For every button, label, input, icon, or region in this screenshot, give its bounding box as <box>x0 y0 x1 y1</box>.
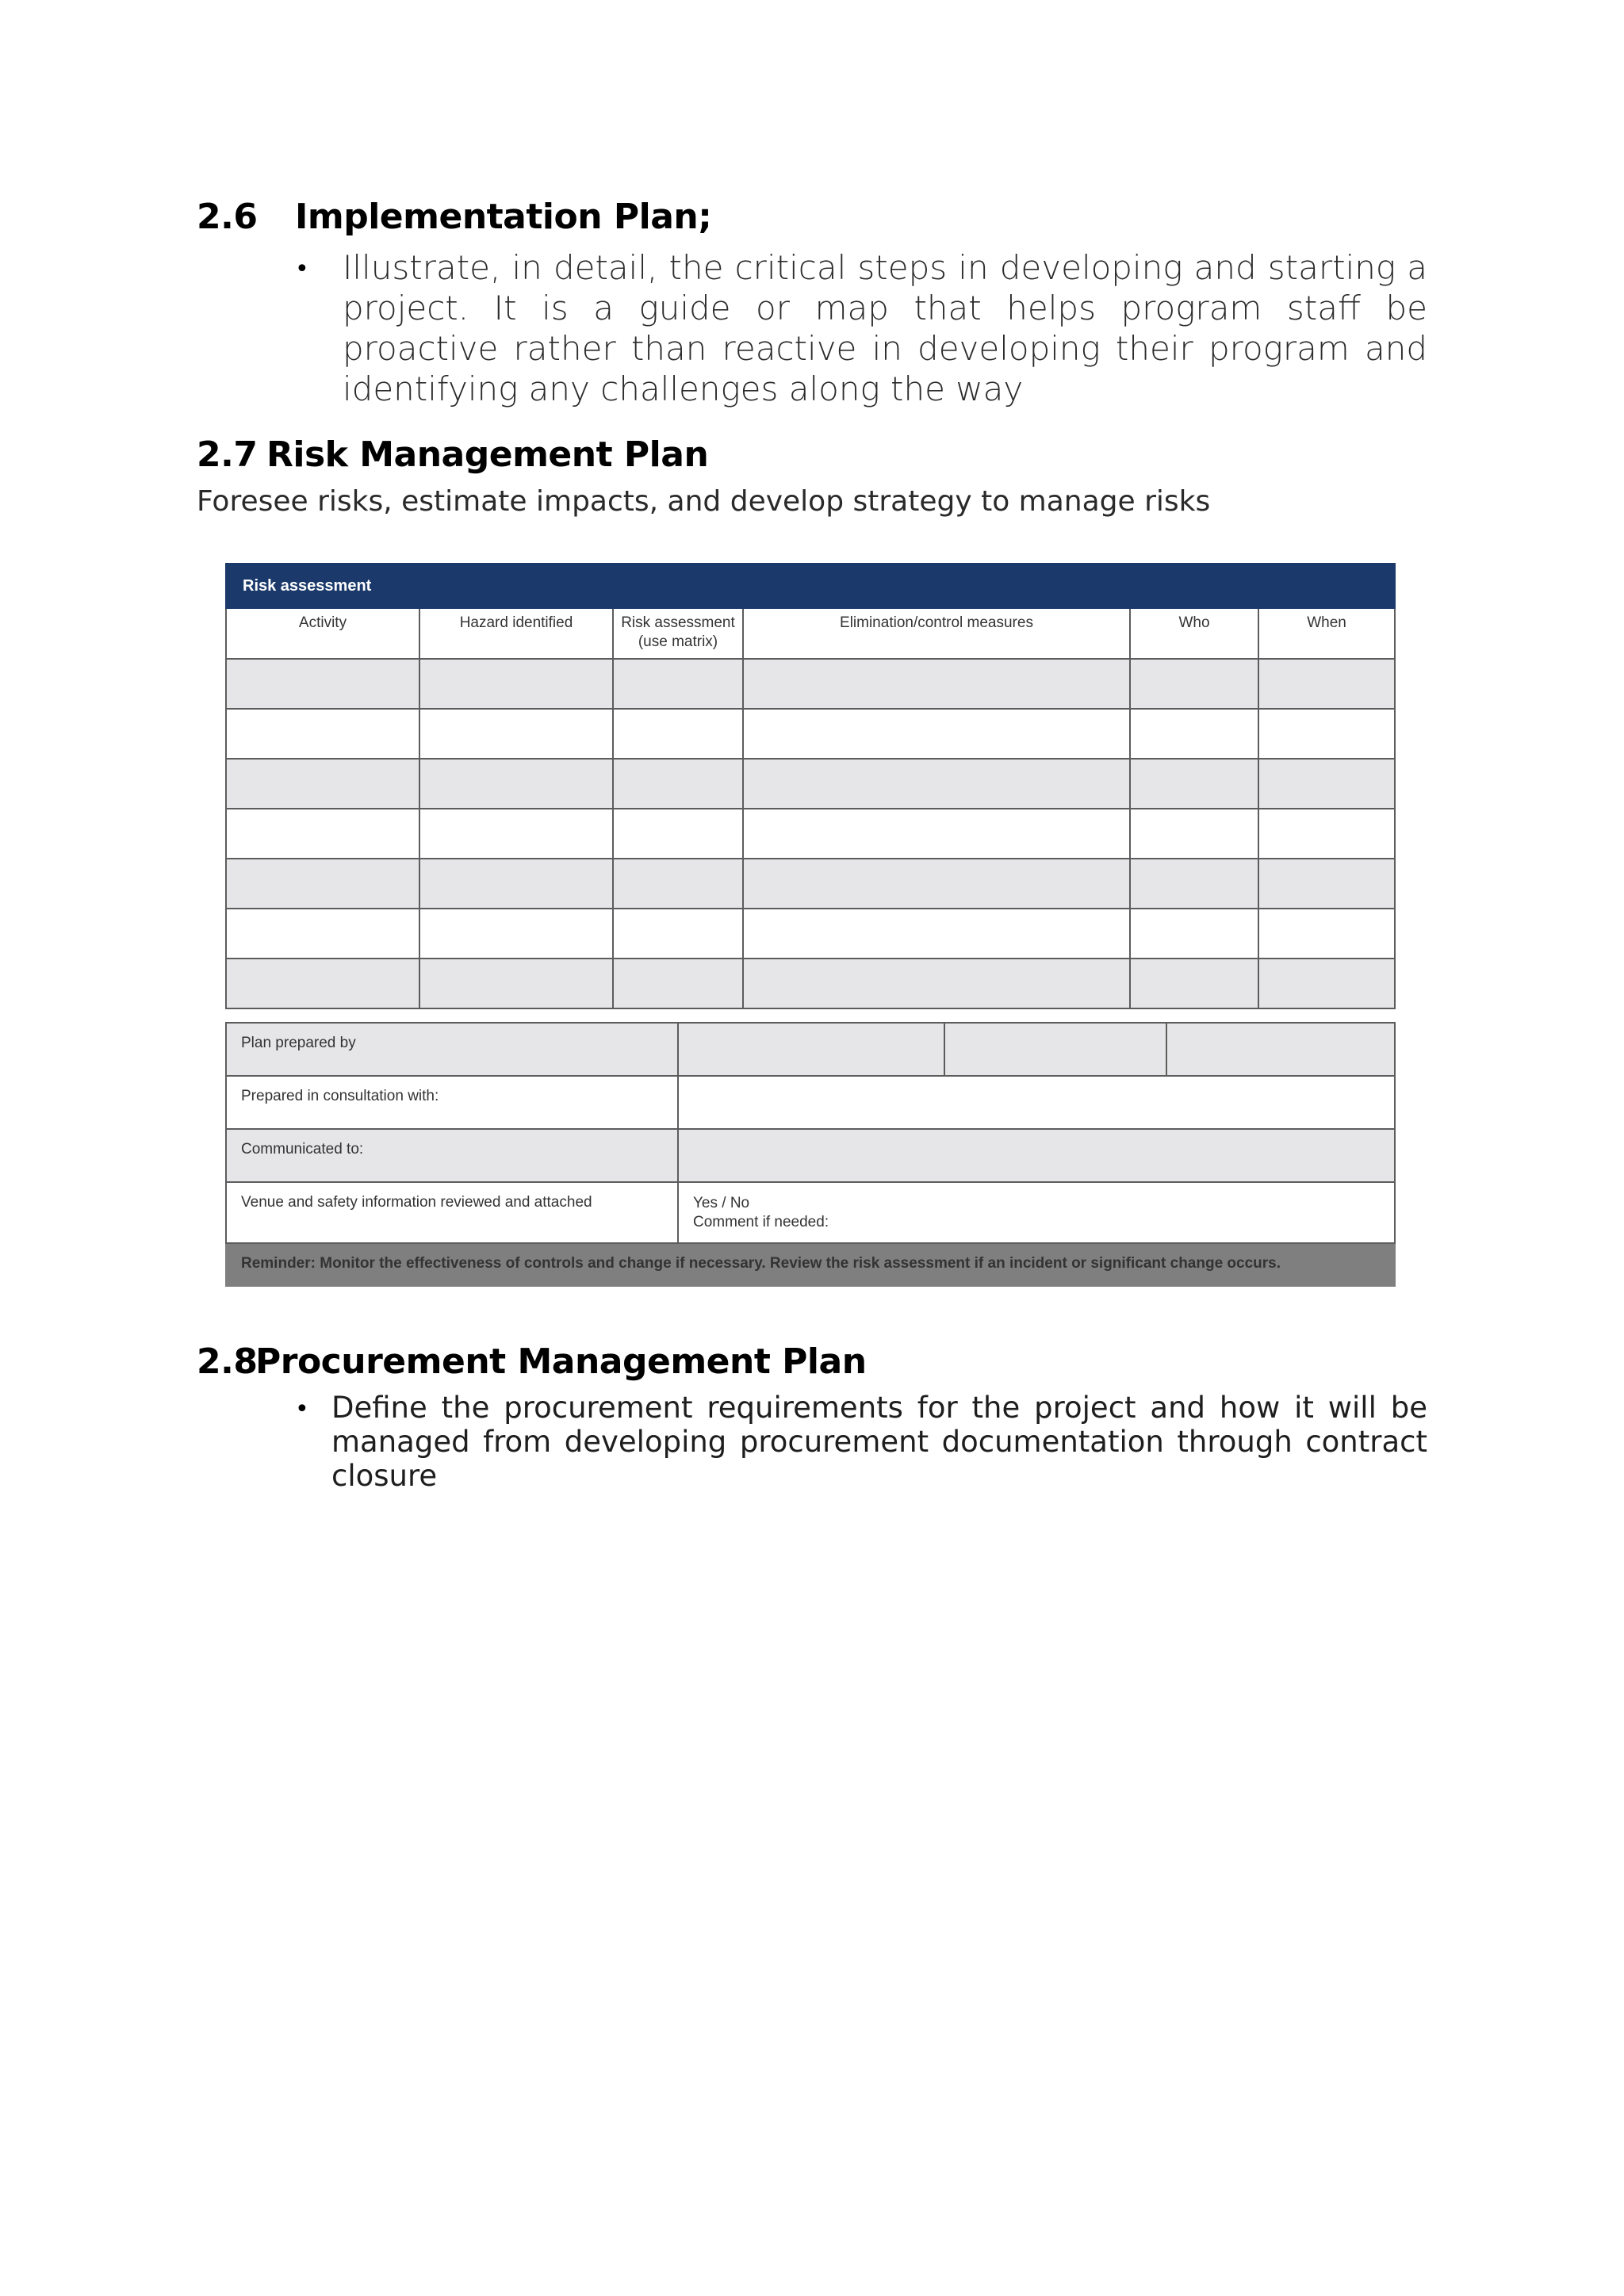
implementation-plan-text: Illustrate, in detail, the critical steps in developing and starting a project. It is a guide or map that helps program staff be proactive rather than reactive in developing their program and identifying any challenges along the way <box>343 248 1427 408</box>
table-cell[interactable] <box>1258 659 1395 709</box>
table-cell[interactable] <box>226 809 419 859</box>
table-cell[interactable] <box>1130 909 1258 959</box>
section-number: 2.6 <box>197 197 258 237</box>
table-row <box>226 659 1395 709</box>
table-cell[interactable] <box>419 909 613 959</box>
table-cell[interactable] <box>1258 959 1395 1008</box>
column-header-line: (use matrix) <box>638 633 718 650</box>
section-number: 2.8 <box>197 1341 258 1382</box>
table-cell[interactable] <box>613 759 743 809</box>
plan-prepared-by-field-2[interactable] <box>944 1023 1166 1076</box>
consultation-label: Prepared in consultation with: <box>226 1076 678 1129</box>
column-header: Who <box>1130 608 1258 659</box>
table-cell[interactable] <box>226 659 419 709</box>
table-cell[interactable] <box>226 709 419 759</box>
table-row <box>226 759 1395 809</box>
risk-assessment-form <box>225 563 1394 1287</box>
table-cell[interactable] <box>226 859 419 909</box>
table-cell[interactable] <box>226 959 419 1008</box>
section-title: Procurement Management Plan <box>255 1341 867 1382</box>
section-number: 2.7 <box>197 434 258 475</box>
table-cell[interactable] <box>1130 809 1258 859</box>
table-cell[interactable] <box>613 909 743 959</box>
procurement-plan-text: Define the procurement requirements for the project and how it will be managed from developing procurement documentation through contract closure <box>331 1391 1427 1493</box>
communicated-to-field[interactable] <box>678 1129 1395 1182</box>
table-cell[interactable] <box>613 809 743 859</box>
column-header: When <box>1258 608 1395 659</box>
bullet-text <box>343 247 1427 409</box>
table-cell[interactable] <box>1258 859 1395 909</box>
table-cell[interactable] <box>419 959 613 1008</box>
table-cell[interactable] <box>1130 959 1258 1008</box>
table-cell[interactable] <box>613 859 743 909</box>
table-cell[interactable] <box>613 709 743 759</box>
reminder-bar: Reminder: Monitor the effectiveness of controls and change if necessary. Review the risk assessment if an incident or significant change occurs. <box>226 1243 1395 1286</box>
table-cell[interactable] <box>1258 809 1395 859</box>
table-cell[interactable] <box>226 909 419 959</box>
table-row <box>226 959 1395 1008</box>
risk-assessment-table <box>225 563 1396 1009</box>
table-cell[interactable] <box>419 759 613 809</box>
communicated-to-label: Communicated to: <box>226 1129 678 1182</box>
table-cell[interactable] <box>419 659 613 709</box>
table-cell[interactable] <box>226 759 419 809</box>
table-row <box>226 859 1395 909</box>
bullet-icon: • <box>295 1395 309 1423</box>
table-cell[interactable] <box>1258 909 1395 959</box>
table-cell[interactable] <box>743 909 1130 959</box>
section-title: Implementation Plan; <box>295 197 712 237</box>
plan-prepared-by-label: Plan prepared by <box>226 1023 678 1076</box>
column-header-line: Risk assessment <box>621 614 735 631</box>
table-row <box>226 909 1395 959</box>
column-header: Elimination/control measures <box>743 608 1130 659</box>
table-cell[interactable] <box>419 709 613 759</box>
venue-safety-label: Venue and safety information reviewed and attached <box>226 1182 678 1243</box>
yes-no-text: Yes / No <box>693 1195 750 1211</box>
table-cell[interactable] <box>743 759 1130 809</box>
table-row <box>226 809 1395 859</box>
column-header: Hazard identified <box>419 608 613 659</box>
table-cell[interactable] <box>419 809 613 859</box>
section-title: Risk Management Plan <box>266 434 709 475</box>
table-cell[interactable] <box>1130 859 1258 909</box>
comment-text: Comment if needed: <box>693 1214 829 1230</box>
table-cell[interactable] <box>743 659 1130 709</box>
table-cell[interactable] <box>743 959 1130 1008</box>
table-cell[interactable] <box>1258 709 1395 759</box>
table-cell[interactable] <box>613 959 743 1008</box>
column-header: Activity <box>226 608 419 659</box>
bullet-text <box>331 1391 1427 1493</box>
table-row <box>226 709 1395 759</box>
table-cell[interactable] <box>743 709 1130 759</box>
column-header <box>613 608 743 659</box>
plan-prepared-by-field-1[interactable] <box>678 1023 944 1076</box>
risk-plan-description: Foresee risks, estimate impacts, and develop strategy to manage risks <box>197 485 1211 518</box>
table-cell[interactable] <box>1130 709 1258 759</box>
table-cell[interactable] <box>1258 759 1395 809</box>
risk-plan-footer-table <box>225 1022 1396 1287</box>
plan-prepared-by-field-3[interactable] <box>1166 1023 1395 1076</box>
bullet-icon: • <box>295 255 309 283</box>
table-cell[interactable] <box>743 809 1130 859</box>
venue-safety-field[interactable] <box>678 1182 1395 1243</box>
table-cell[interactable] <box>419 859 613 909</box>
risk-table-title: Risk assessment <box>226 564 1395 608</box>
table-cell[interactable] <box>743 859 1130 909</box>
table-cell[interactable] <box>1130 759 1258 809</box>
table-cell[interactable] <box>1130 659 1258 709</box>
consultation-field[interactable] <box>678 1076 1395 1129</box>
table-cell[interactable] <box>613 659 743 709</box>
